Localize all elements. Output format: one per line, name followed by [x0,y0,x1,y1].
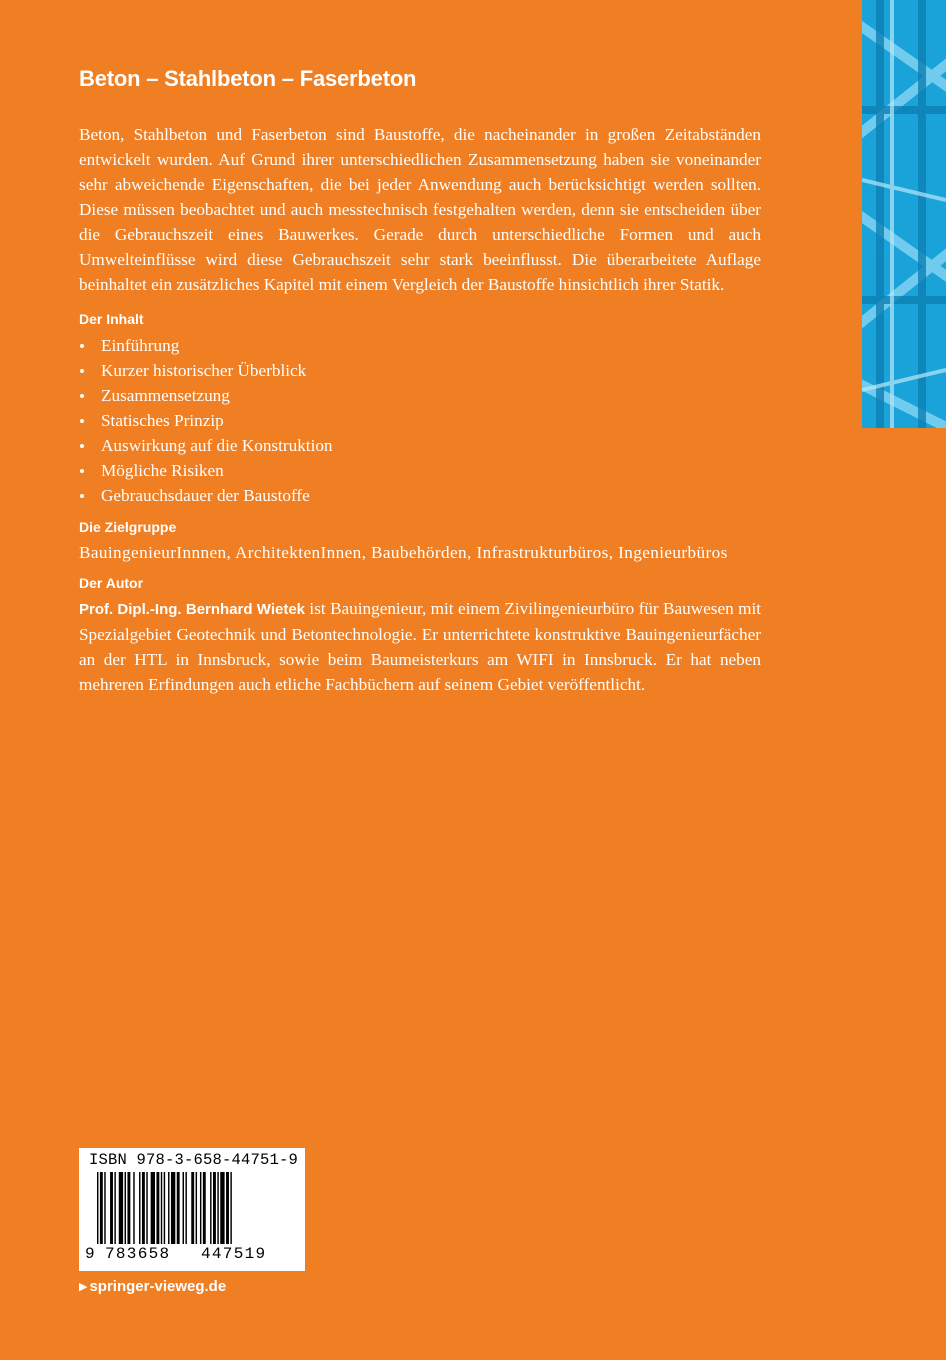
barcode-bar [171,1172,175,1244]
isbn-label: ISBN 978-3-658-44751-9 [89,1151,299,1169]
barcode-bar [146,1172,147,1244]
zielgruppe-heading: Die Zielgruppe [79,519,177,535]
barcode-bar [142,1172,145,1244]
list-item [79,408,761,433]
barcode-bar [185,1172,186,1244]
steel-structure-graphic [862,0,946,428]
list-item [79,333,761,358]
list-item [79,383,761,408]
barcode-bar [210,1172,211,1244]
book-title: Beton – Stahlbeton – Faserbeton [79,66,417,91]
author-name: Prof. Dipl.-Ing. Bernhard Wietek [79,601,306,618]
publisher-website[interactable] [79,1276,226,1298]
list-item-label: Kurzer historischer Überblick [101,361,307,380]
list-item-label: Auswirkung auf die Konstruktion [101,436,333,455]
barcode-bar [100,1172,103,1244]
autor-heading: Der Autor [79,575,144,591]
author-bio: ist Bauingenieur, mit einem Zivilingenieurbüro für Bauwesen mit Spezialgebiet Geotechnik und Betontechnologie. Er unterrichtete konstruktive Bauingenieurfächer an der HTL in Innsbruck, sowie beim Baumeisterkurs am WIFI in Innsbruck. Er hat neben mehreren Erfindungen auch etliche Fachbüchern auf seinem Gebiet veröffentlicht. [79,599,761,694]
barcode-bar [164,1172,165,1244]
ean-digits [79,1245,305,1269]
barcode-bar [133,1172,134,1244]
barcode-bars [97,1172,287,1250]
isbn-barcode [79,1148,305,1271]
barcode-bar [203,1172,206,1244]
zielgruppe-text: BauingenieurInnnen, ArchitektenInnen, Baubehörden, Infrastrukturbüros, Ingenieurbüros [79,543,728,562]
barcode-bar [200,1172,201,1244]
barcode-bar [217,1172,218,1244]
triangle-right-icon: ▶ [79,1281,88,1293]
barcode-bar [161,1172,162,1244]
list-item [79,358,761,383]
barcode-bar [127,1172,130,1244]
barcode-bar [151,1172,155,1244]
ean-right-digits: 447519 [201,1245,267,1263]
barcode-bar [114,1172,115,1244]
list-item [79,433,761,458]
bullet-icon [80,494,84,498]
bullet-icon [80,394,84,398]
inhalt-list [79,333,761,508]
barcode-bar [125,1172,126,1244]
list-item-label: Einführung [101,336,180,355]
barcode-bar [177,1172,180,1244]
barcode-bar [196,1172,197,1244]
list-item-label: Gebrauchsdauer der Baustoffe [101,486,310,505]
barcode-bar [97,1172,98,1244]
barcode-bar [156,1172,159,1244]
bullet-icon [80,444,84,448]
barcode-bar [139,1172,140,1244]
website-label: springer-vieweg.de [89,1278,227,1295]
ean-left-digits: 783658 [105,1245,171,1263]
list-item [79,483,761,508]
inhalt-heading: Der Inhalt [79,311,144,327]
cover-image-strip [862,0,946,428]
barcode-bar [230,1172,231,1244]
barcode-bar [104,1172,105,1244]
list-item-label: Zusammensetzung [101,386,230,405]
list-item [79,458,761,483]
barcode-bar [168,1172,169,1244]
intro-paragraph: Beton, Stahlbeton und Faserbeton sind Baustoffe, die nacheinander in großen Zeitabständen entwickelt wurden. Auf Grund ihrer unterschiedlichen Zusammensetzung haben sie voneinander sehr abweichende Eigenschaften, die bei jeder Anwendung auch berücksichtigt werden sollten. Diese müssen beobachtet und auch messtechnisch festgehalten werden, denn sie entscheiden über die Gebrauchszeit eines Bauwerkes. Gerade durch unterschiedliche Formen und auch Umwelteinflüsse wird diese Gebrauchszeit sehr stark beeinflusst. Die überarbeitete Auflage beinhaltet ein zusätzliches Kapitel mit einem Vergleich der Baustoffe hinsichtlich ihrer Statik. [79,125,761,294]
barcode-bar [119,1172,123,1244]
bullet-icon [80,344,84,348]
list-item-label: Mögliche Risiken [101,461,224,480]
barcode-bar [226,1172,229,1244]
barcode-bar [183,1172,184,1244]
back-cover-text [79,62,761,697]
list-item-label: Statisches Prinzip [101,411,224,430]
barcode-bar [191,1172,194,1244]
barcode-bar [213,1172,216,1244]
autor-paragraph [79,596,761,697]
barcode-bar [110,1172,113,1244]
bullet-icon [80,469,84,473]
barcode-bar [220,1172,224,1244]
bullet-icon [80,369,84,373]
ean-first-digit: 9 [85,1245,95,1263]
bullet-icon [80,419,84,423]
